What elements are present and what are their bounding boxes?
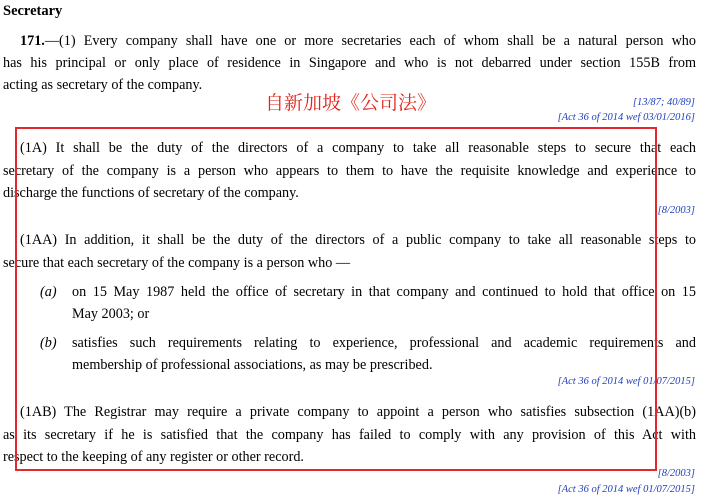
s171-line-2: has his principal or only place of residence in Singapore and who is not debarred under section 155B from xyxy=(3,55,696,71)
amendment-note: [Act 36 of 2014 wef 01/07/2015] xyxy=(557,376,695,387)
section-heading: Secretary xyxy=(3,3,63,19)
s171-line-1 xyxy=(20,33,696,50)
s171-line-3: acting as secretary of the company. xyxy=(3,77,203,93)
amendment-note: [Act 36 of 2014 wef 03/01/2016] xyxy=(557,112,695,123)
s1AB-line-1: (1AB) The Registrar may require a private company to appoint a person who satisfies subsection (1AA)(b) xyxy=(20,404,696,420)
item-b-line-1: satisfies such requirements relating to experience, professional and academic requirements and xyxy=(72,335,696,351)
amendment-note: [Act 36 of 2014 wef 01/07/2015] xyxy=(557,484,695,495)
s1AB-line-3: respect to the keeping of any register or other record. xyxy=(3,449,304,465)
s1A-line-1: (1A) It shall be the duty of the directors of a company to take all reasonable steps to secure that each xyxy=(20,140,696,156)
section-number: 171. xyxy=(20,33,45,49)
chinese-annotation: 自新加坡《公司法》 xyxy=(265,92,437,114)
s1AA-line-2: secure that each secretary of the company is a person who — xyxy=(3,255,351,271)
item-a-line-2: May 2003; or xyxy=(72,306,150,322)
amendment-note: [13/87; 40/89] xyxy=(632,97,695,108)
item-a-label: (a) xyxy=(40,284,57,300)
s171-line-1-text: —(1) Every company shall have one or more secretaries each of whom shall be a natural person who xyxy=(44,33,696,49)
s1A-line-2: secretary of the company is a person who appears to them to have the requisite knowledge and experience to xyxy=(3,163,696,179)
amendment-note: [8/2003] xyxy=(657,205,695,216)
s1AB-line-2: as its secretary if he is satisfied that the company has failed to comply with any provision of this Act with xyxy=(3,427,696,443)
item-b-label: (b) xyxy=(40,335,57,351)
s1AA-line-1: (1AA) In addition, it shall be the duty of the directors of a public company to take all reasonable steps to xyxy=(20,232,696,248)
s1A-line-3: discharge the functions of secretary of the company. xyxy=(3,185,299,201)
item-b-line-2: membership of professional associations, as may be prescribed. xyxy=(72,357,433,373)
item-a-line-1: on 15 May 1987 held the office of secretary in that company and continued to hold that office on 15 xyxy=(72,284,696,300)
amendment-note: [8/2003] xyxy=(657,468,695,479)
